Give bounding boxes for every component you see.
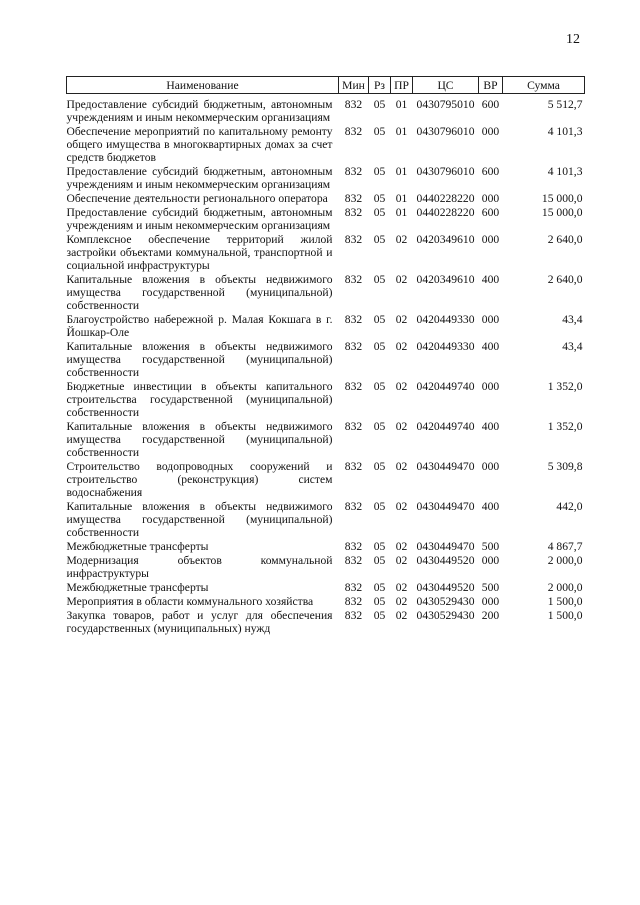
header-name: Наименование xyxy=(67,77,339,94)
table-row xyxy=(67,540,585,554)
cell-min: 832 xyxy=(344,273,363,286)
cell-vr: 200 xyxy=(481,609,500,622)
cell-pr: 02 xyxy=(395,460,408,473)
cell-rz: 05 xyxy=(373,540,386,553)
cell-name: Бюджетные инвестиции в объекты капитального строительства государственной (муниципальной) собственности xyxy=(66,380,333,419)
cell-name: Предоставление субсидий бюджетным, автономным учреждениям и иным некоммерческим организациям xyxy=(66,165,333,191)
cell-pr: 02 xyxy=(395,595,408,608)
cell-cs: 0420449740 xyxy=(416,420,475,433)
cell-sum: 4 101,3 xyxy=(547,125,583,138)
cell-sum: 2 640,0 xyxy=(547,233,583,246)
cell-min: 832 xyxy=(344,233,363,246)
cell-min: 832 xyxy=(344,500,363,513)
cell-name: Межбюджетные трансферты xyxy=(66,540,209,553)
table-body xyxy=(67,94,585,637)
cell-vr: 000 xyxy=(481,233,500,246)
cell-min: 832 xyxy=(344,460,363,473)
cell-min: 832 xyxy=(344,98,363,111)
table-row xyxy=(67,273,585,313)
cell-vr: 600 xyxy=(481,98,500,111)
cell-name: Капитальные вложения в объекты недвижимого имущества государственной (муниципальной) собственности xyxy=(66,500,333,539)
table-row xyxy=(67,165,585,192)
cell-cs: 0430449470 xyxy=(416,500,475,513)
cell-sum: 15 000,0 xyxy=(541,192,583,205)
cell-sum: 43,4 xyxy=(562,340,583,353)
cell-sum: 5 512,7 xyxy=(547,98,583,111)
cell-rz: 05 xyxy=(373,554,386,567)
cell-sum: 1 352,0 xyxy=(547,380,583,393)
cell-pr: 02 xyxy=(395,233,408,246)
cell-sum: 2 000,0 xyxy=(547,554,583,567)
cell-rz: 05 xyxy=(373,595,386,608)
cell-pr: 02 xyxy=(395,380,408,393)
cell-pr: 01 xyxy=(395,98,408,111)
cell-rz: 05 xyxy=(373,233,386,246)
cell-pr: 02 xyxy=(395,420,408,433)
cell-name: Обеспечение деятельности регионального оператора xyxy=(66,192,328,205)
cell-min: 832 xyxy=(344,595,363,608)
cell-pr: 02 xyxy=(395,609,408,622)
cell-vr: 500 xyxy=(481,581,500,594)
cell-rz: 05 xyxy=(373,500,386,513)
cell-min: 832 xyxy=(344,125,363,138)
cell-rz: 05 xyxy=(373,581,386,594)
cell-min: 832 xyxy=(344,340,363,353)
cell-pr: 01 xyxy=(395,192,408,205)
cell-cs: 0430449520 xyxy=(416,581,475,594)
cell-cs: 0440228220 xyxy=(416,206,475,219)
table-row xyxy=(67,125,585,165)
cell-sum: 442,0 xyxy=(556,500,583,513)
cell-min: 832 xyxy=(344,313,363,326)
table-row xyxy=(67,94,585,126)
cell-vr: 600 xyxy=(481,165,500,178)
cell-cs: 0440228220 xyxy=(416,192,475,205)
cell-cs: 0420349610 xyxy=(416,273,475,286)
cell-rz: 05 xyxy=(373,420,386,433)
cell-rz: 05 xyxy=(373,125,386,138)
cell-cs: 0430449470 xyxy=(416,460,475,473)
cell-sum: 15 000,0 xyxy=(541,206,583,219)
cell-name: Строительство водопроводных сооружений и строительство (реконструкция) систем водоснабжения xyxy=(66,460,333,499)
table-row xyxy=(67,192,585,206)
header-pr: ПР xyxy=(391,77,413,94)
table-row xyxy=(67,206,585,233)
cell-pr: 02 xyxy=(395,500,408,513)
cell-min: 832 xyxy=(344,380,363,393)
table-row xyxy=(67,609,585,636)
cell-rz: 05 xyxy=(373,98,386,111)
cell-cs: 0430795010 xyxy=(416,98,475,111)
cell-name: Межбюджетные трансферты xyxy=(66,581,209,594)
header-min: Мин xyxy=(339,77,369,94)
cell-cs: 0420449330 xyxy=(416,313,475,326)
table-row xyxy=(67,313,585,340)
table-header-row xyxy=(67,77,585,94)
cell-cs: 0430529430 xyxy=(416,609,475,622)
cell-cs: 0430449470 xyxy=(416,540,475,553)
cell-name: Предоставление субсидий бюджетным, автономным учреждениям и иным некоммерческим организациям xyxy=(66,98,333,124)
cell-vr: 000 xyxy=(481,313,500,326)
cell-rz: 05 xyxy=(373,313,386,326)
cell-cs: 0430529430 xyxy=(416,595,475,608)
table-row xyxy=(67,500,585,540)
cell-name: Обеспечение мероприятий по капитальному ремонту общего имущества в многоквартирных домах за счет средств бюджетов xyxy=(66,125,333,164)
cell-rz: 05 xyxy=(373,609,386,622)
cell-min: 832 xyxy=(344,192,363,205)
table-row xyxy=(67,340,585,380)
budget-table xyxy=(66,76,585,636)
cell-vr: 000 xyxy=(481,192,500,205)
cell-name: Капитальные вложения в объекты недвижимого имущества государственной (муниципальной) собственности xyxy=(66,420,333,459)
cell-vr: 400 xyxy=(481,500,500,513)
header-cs: ЦС xyxy=(413,77,479,94)
cell-sum: 4 101,3 xyxy=(547,165,583,178)
cell-sum: 43,4 xyxy=(562,313,583,326)
cell-pr: 01 xyxy=(395,125,408,138)
cell-sum: 1 500,0 xyxy=(547,609,583,622)
cell-cs: 0420449740 xyxy=(416,380,475,393)
cell-name: Комплексное обеспечение территорий жилой застройки объектами коммунальной, транспортной и социальной инфраструктуры xyxy=(66,233,333,272)
cell-min: 832 xyxy=(344,420,363,433)
cell-cs: 0420449330 xyxy=(416,340,475,353)
cell-min: 832 xyxy=(344,609,363,622)
cell-rz: 05 xyxy=(373,192,386,205)
header-rz: Рз xyxy=(369,77,391,94)
cell-min: 832 xyxy=(344,165,363,178)
cell-cs: 0420349610 xyxy=(416,233,475,246)
cell-sum: 4 867,7 xyxy=(547,540,583,553)
table-row xyxy=(67,233,585,273)
cell-pr: 02 xyxy=(395,313,408,326)
cell-name: Капитальные вложения в объекты недвижимого имущества государственной (муниципальной) собственности xyxy=(66,273,333,312)
cell-pr: 01 xyxy=(395,206,408,219)
cell-sum: 1 500,0 xyxy=(547,595,583,608)
cell-cs: 0430449520 xyxy=(416,554,475,567)
cell-vr: 000 xyxy=(481,380,500,393)
cell-vr: 000 xyxy=(481,125,500,138)
cell-name: Модернизация объектов коммунальной инфраструктуры xyxy=(66,554,333,580)
cell-vr: 500 xyxy=(481,540,500,553)
page-number: 12 xyxy=(566,32,580,47)
cell-rz: 05 xyxy=(373,380,386,393)
cell-name: Благоустройство набережной р. Малая Кокшага в г. Йошкар-Оле xyxy=(66,313,333,339)
cell-cs: 0430796010 xyxy=(416,165,475,178)
cell-rz: 05 xyxy=(373,273,386,286)
cell-vr: 000 xyxy=(481,595,500,608)
header-sum: Сумма xyxy=(503,77,585,94)
cell-vr: 600 xyxy=(481,206,500,219)
cell-name: Предоставление субсидий бюджетным, автономным учреждениям и иным некоммерческим организациям xyxy=(66,206,333,232)
cell-sum: 2 000,0 xyxy=(547,581,583,594)
cell-rz: 05 xyxy=(373,165,386,178)
cell-pr: 02 xyxy=(395,540,408,553)
cell-vr: 400 xyxy=(481,273,500,286)
cell-pr: 01 xyxy=(395,165,408,178)
cell-pr: 02 xyxy=(395,554,408,567)
table-row xyxy=(67,420,585,460)
table-row xyxy=(67,460,585,500)
header-vr: ВР xyxy=(479,77,503,94)
cell-pr: 02 xyxy=(395,340,408,353)
cell-rz: 05 xyxy=(373,340,386,353)
cell-vr: 000 xyxy=(481,554,500,567)
cell-rz: 05 xyxy=(373,460,386,473)
cell-pr: 02 xyxy=(395,581,408,594)
cell-min: 832 xyxy=(344,540,363,553)
table-row xyxy=(67,595,585,609)
cell-name: Мероприятия в области коммунального хозяйства xyxy=(66,595,314,608)
cell-cs: 0430796010 xyxy=(416,125,475,138)
cell-vr: 400 xyxy=(481,340,500,353)
table-row xyxy=(67,380,585,420)
cell-min: 832 xyxy=(344,581,363,594)
cell-sum: 5 309,8 xyxy=(547,460,583,473)
cell-pr: 02 xyxy=(395,273,408,286)
cell-min: 832 xyxy=(344,554,363,567)
cell-name: Закупка товаров, работ и услуг для обеспечения государственных (муниципальных) нужд xyxy=(66,609,333,635)
table-row xyxy=(67,554,585,581)
cell-name: Капитальные вложения в объекты недвижимого имущества государственной (муниципальной) собственности xyxy=(66,340,333,379)
cell-sum: 2 640,0 xyxy=(547,273,583,286)
cell-sum: 1 352,0 xyxy=(547,420,583,433)
cell-vr: 400 xyxy=(481,420,500,433)
table-row xyxy=(67,581,585,595)
cell-rz: 05 xyxy=(373,206,386,219)
cell-vr: 000 xyxy=(481,460,500,473)
cell-min: 832 xyxy=(344,206,363,219)
